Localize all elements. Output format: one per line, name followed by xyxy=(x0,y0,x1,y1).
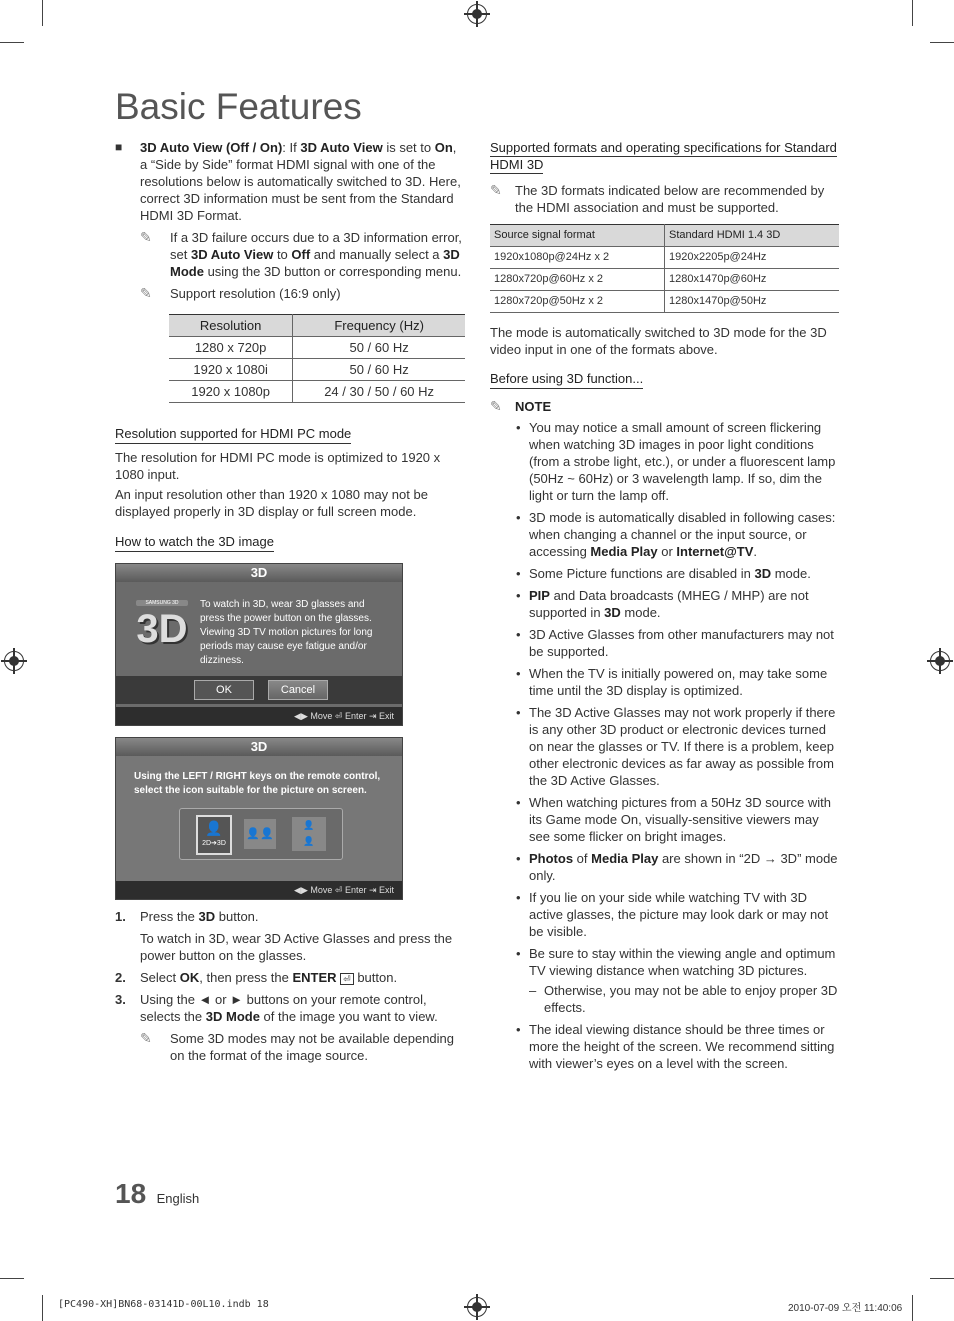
note-3d-failure: ✎ If a 3D failure occurs due to a 3D information error, set 3D Auto View to Off and manually select a 3D Mode using the 3D button or corresponding menu. xyxy=(140,229,462,279)
pencil-note-icon: ✎ xyxy=(140,229,152,245)
formats-note: ✎ The 3D formats indicated below are recommended by the HDMI association and must be supported. xyxy=(490,182,825,215)
list-item: • The 3D Active Glasses may not work properly if there is any other 3D product or electronic devices turned on near the glasses or TV. If there is a problem, keep other electronic devices as far away as possible from the 3D Active Glasses. xyxy=(490,704,840,789)
pc-mode-paragraph: An input resolution other than 1920 x 1080 may not be displayed properly in 3D display or full screen mode. xyxy=(115,487,428,519)
list-item: • When watching pictures from a 50Hz 3D source with its Game mode On, visually-sensitive viewers may see some flicker on bright images. xyxy=(490,794,840,845)
osd-footer-nav: ◀▶ Move ⏎ Enter ⇥ Exit xyxy=(116,707,402,725)
pencil-note-icon: ✎ xyxy=(140,1030,152,1046)
auto-view-paragraph: ■ 3D Auto View (Off / On): If 3D Auto View is set to On, a “Side by Side” format HDMI signal with one of the resolutions below is automatically switched to 3D. Here, correct 3D information must be sent from the Standard HDMI 3D Format. xyxy=(115,140,461,223)
3d-mode-selector xyxy=(179,808,343,860)
list-item: • Be sure to stay within the viewing angle and optimum TV viewing distance when watching 3D pictures. – Otherwise, you may not be able to enjoy proper 3D effects. xyxy=(490,945,840,1016)
square-bullet-icon: ■ xyxy=(115,140,123,154)
language-label: English xyxy=(156,1191,200,1206)
enter-key-icon: ⏎ xyxy=(340,973,354,985)
list-item: • If you lie on your side while watching TV with 3D active glasses, the picture may look dark or may not be visible. xyxy=(490,889,840,940)
formats-heading: Supported formats and operating specifications for Standard HDMI 3D xyxy=(490,140,837,172)
note-heading: ✎ NOTE xyxy=(490,398,552,414)
formats-table xyxy=(490,224,839,313)
page-number: 18 xyxy=(115,1178,147,1209)
formats-paragraph: The mode is automatically switched to 3D mode for the 3D video input in one of the formats above. xyxy=(490,325,827,357)
pc-mode-heading: Resolution supported for HDMI PC mode xyxy=(115,425,351,444)
registration-mark-icon xyxy=(467,4,487,24)
table-row: 1920 x 1080i 50 / 60 Hz xyxy=(169,359,465,381)
crop-mark xyxy=(42,0,43,26)
list-item: • PIP and Data broadcasts (MHEG / MHP) are not supported in 3D mode. xyxy=(490,587,840,621)
right-column xyxy=(490,139,840,1077)
list-item: • You may notice a small amount of screen flickering when watching 3D images in poor light conditions (from a strobe light, etc.), or under a fluorescent lamp (50Hz ~ 60Hz) or 3 wavelength lamp. If so, dim the light or turn the lamp off. xyxy=(490,419,840,504)
steps-section xyxy=(115,908,465,1064)
list-item: • Photos of Media Play are shown in “2D → 3D” mode only. xyxy=(490,850,840,884)
list-item: • The ideal viewing distance should be three times or more the height of the screen. We recommend sitting with viewer’s eyes on a level with the screen. xyxy=(490,1021,840,1072)
table-header: Resolution xyxy=(169,315,293,337)
table-row: 1280 x 720p 50 / 60 Hz xyxy=(169,337,465,359)
mode-side-by-side-button[interactable]: 👤👤 xyxy=(244,819,276,849)
osd-3d-warning-screen xyxy=(115,563,403,726)
crop-mark xyxy=(912,1295,913,1321)
mode-top-bottom-button[interactable]: 👤 👤 xyxy=(292,817,326,851)
ok-button[interactable]: OK xyxy=(194,680,254,700)
list-item: • Some Picture functions are disabled in 3D mode. xyxy=(490,565,840,582)
crop-mark xyxy=(930,1278,954,1279)
pencil-note-icon: ✎ xyxy=(490,182,502,198)
crop-mark xyxy=(42,1295,43,1321)
osd-message: To watch in 3D, wear 3D glasses and press the power button on the glasses. Viewing 3D TV motion pictures for long periods may cause eye fatigue and/or dizziness. xyxy=(200,599,373,666)
list-item: • When the TV is initially powered on, may take some time until the 3D display is optimized. xyxy=(490,665,840,699)
left-column xyxy=(115,139,465,552)
registration-mark-icon xyxy=(930,651,950,671)
crop-mark xyxy=(930,42,954,43)
table-header: Source signal format xyxy=(490,225,665,247)
registration-mark-icon xyxy=(4,651,24,671)
crop-mark xyxy=(912,0,913,26)
osd-button-bar xyxy=(116,676,402,704)
before-3d-heading: Before using 3D function... xyxy=(490,370,643,389)
table-row: 1280x720p@50Hz x 2 1280x1470p@50Hz xyxy=(490,291,839,313)
list-item: • 3D Active Glasses from other manufacturers may not be supported. xyxy=(490,626,840,660)
table-row: 1920x1080p@24Hz x 2 1920x2205p@24Hz xyxy=(490,247,839,269)
file-slug: [PC490-XH]BN68-03141D-00L10.indb 18 xyxy=(58,1299,269,1310)
osd-instruction: Using the LEFT / RIGHT keys on the remote control, select the icon suitable for the picture on screen. xyxy=(134,771,381,796)
table-row: 1280x720p@60Hz x 2 1280x1470p@60Hz xyxy=(490,269,839,291)
note-3d-modes: ✎ Some 3D modes may not be available depending on the format of the image source. xyxy=(140,1030,455,1063)
resolution-table xyxy=(169,314,465,403)
sub-list-item: – Otherwise, you may not be able to enjoy proper 3D effects. xyxy=(529,982,840,1016)
pencil-note-icon: ✎ xyxy=(140,285,152,301)
crop-mark xyxy=(0,1278,24,1279)
osd-3d-mode-screen xyxy=(115,737,403,900)
list-item: To watch in 3D, wear 3D Active Glasses and press the power button on the glasses. xyxy=(140,931,453,963)
table-row: 1920 x 1080p 24 / 30 / 50 / 60 Hz xyxy=(169,381,465,403)
pencil-note-icon: ✎ xyxy=(490,398,502,414)
osd-footer-nav: ◀▶ Move ⏎ Enter ⇥ Exit xyxy=(116,881,402,899)
note-support-resolution: ✎ Support resolution (16:9 only) xyxy=(140,285,341,301)
registration-mark-icon xyxy=(467,1297,487,1317)
crop-mark xyxy=(0,42,24,43)
pc-mode-paragraph: The resolution for HDMI PC mode is optimized to 1920 x 1080 input. xyxy=(115,450,441,482)
list-item: • 3D mode is automatically disabled in following cases: when changing a channel or the input source, or accessing Media Play or Internet@TV. xyxy=(490,509,840,560)
cancel-button[interactable]: Cancel xyxy=(268,680,328,700)
page-title: Basic Features xyxy=(115,86,362,127)
list-item: 3. Using the ◄ or ► buttons on your remote control, selects the 3D Mode of the image you want to view. xyxy=(115,992,438,1024)
samsung-3d-logo-icon: SAMSUNG 3D 3D xyxy=(136,600,188,651)
table-header: Standard HDMI 1.4 3D xyxy=(665,225,840,247)
list-item: 1. Press the 3D button. xyxy=(115,909,259,924)
person-icon: 👤 xyxy=(205,820,223,836)
list-item: 2. Select OK, then press the ENTER ⏎ button. xyxy=(115,970,398,985)
osd-title: 3D xyxy=(116,738,402,756)
mode-2d-to-3d-button[interactable]: 👤 2D➔3D xyxy=(196,815,232,855)
watch-3d-heading: How to watch the 3D image xyxy=(115,533,274,552)
table-header: Frequency (Hz) xyxy=(293,315,465,337)
notes-list xyxy=(490,419,840,1072)
print-date: 2010-07-09 오전 11:40:06 xyxy=(788,1303,903,1314)
osd-title: 3D xyxy=(116,564,402,582)
page-footer xyxy=(115,1178,199,1210)
